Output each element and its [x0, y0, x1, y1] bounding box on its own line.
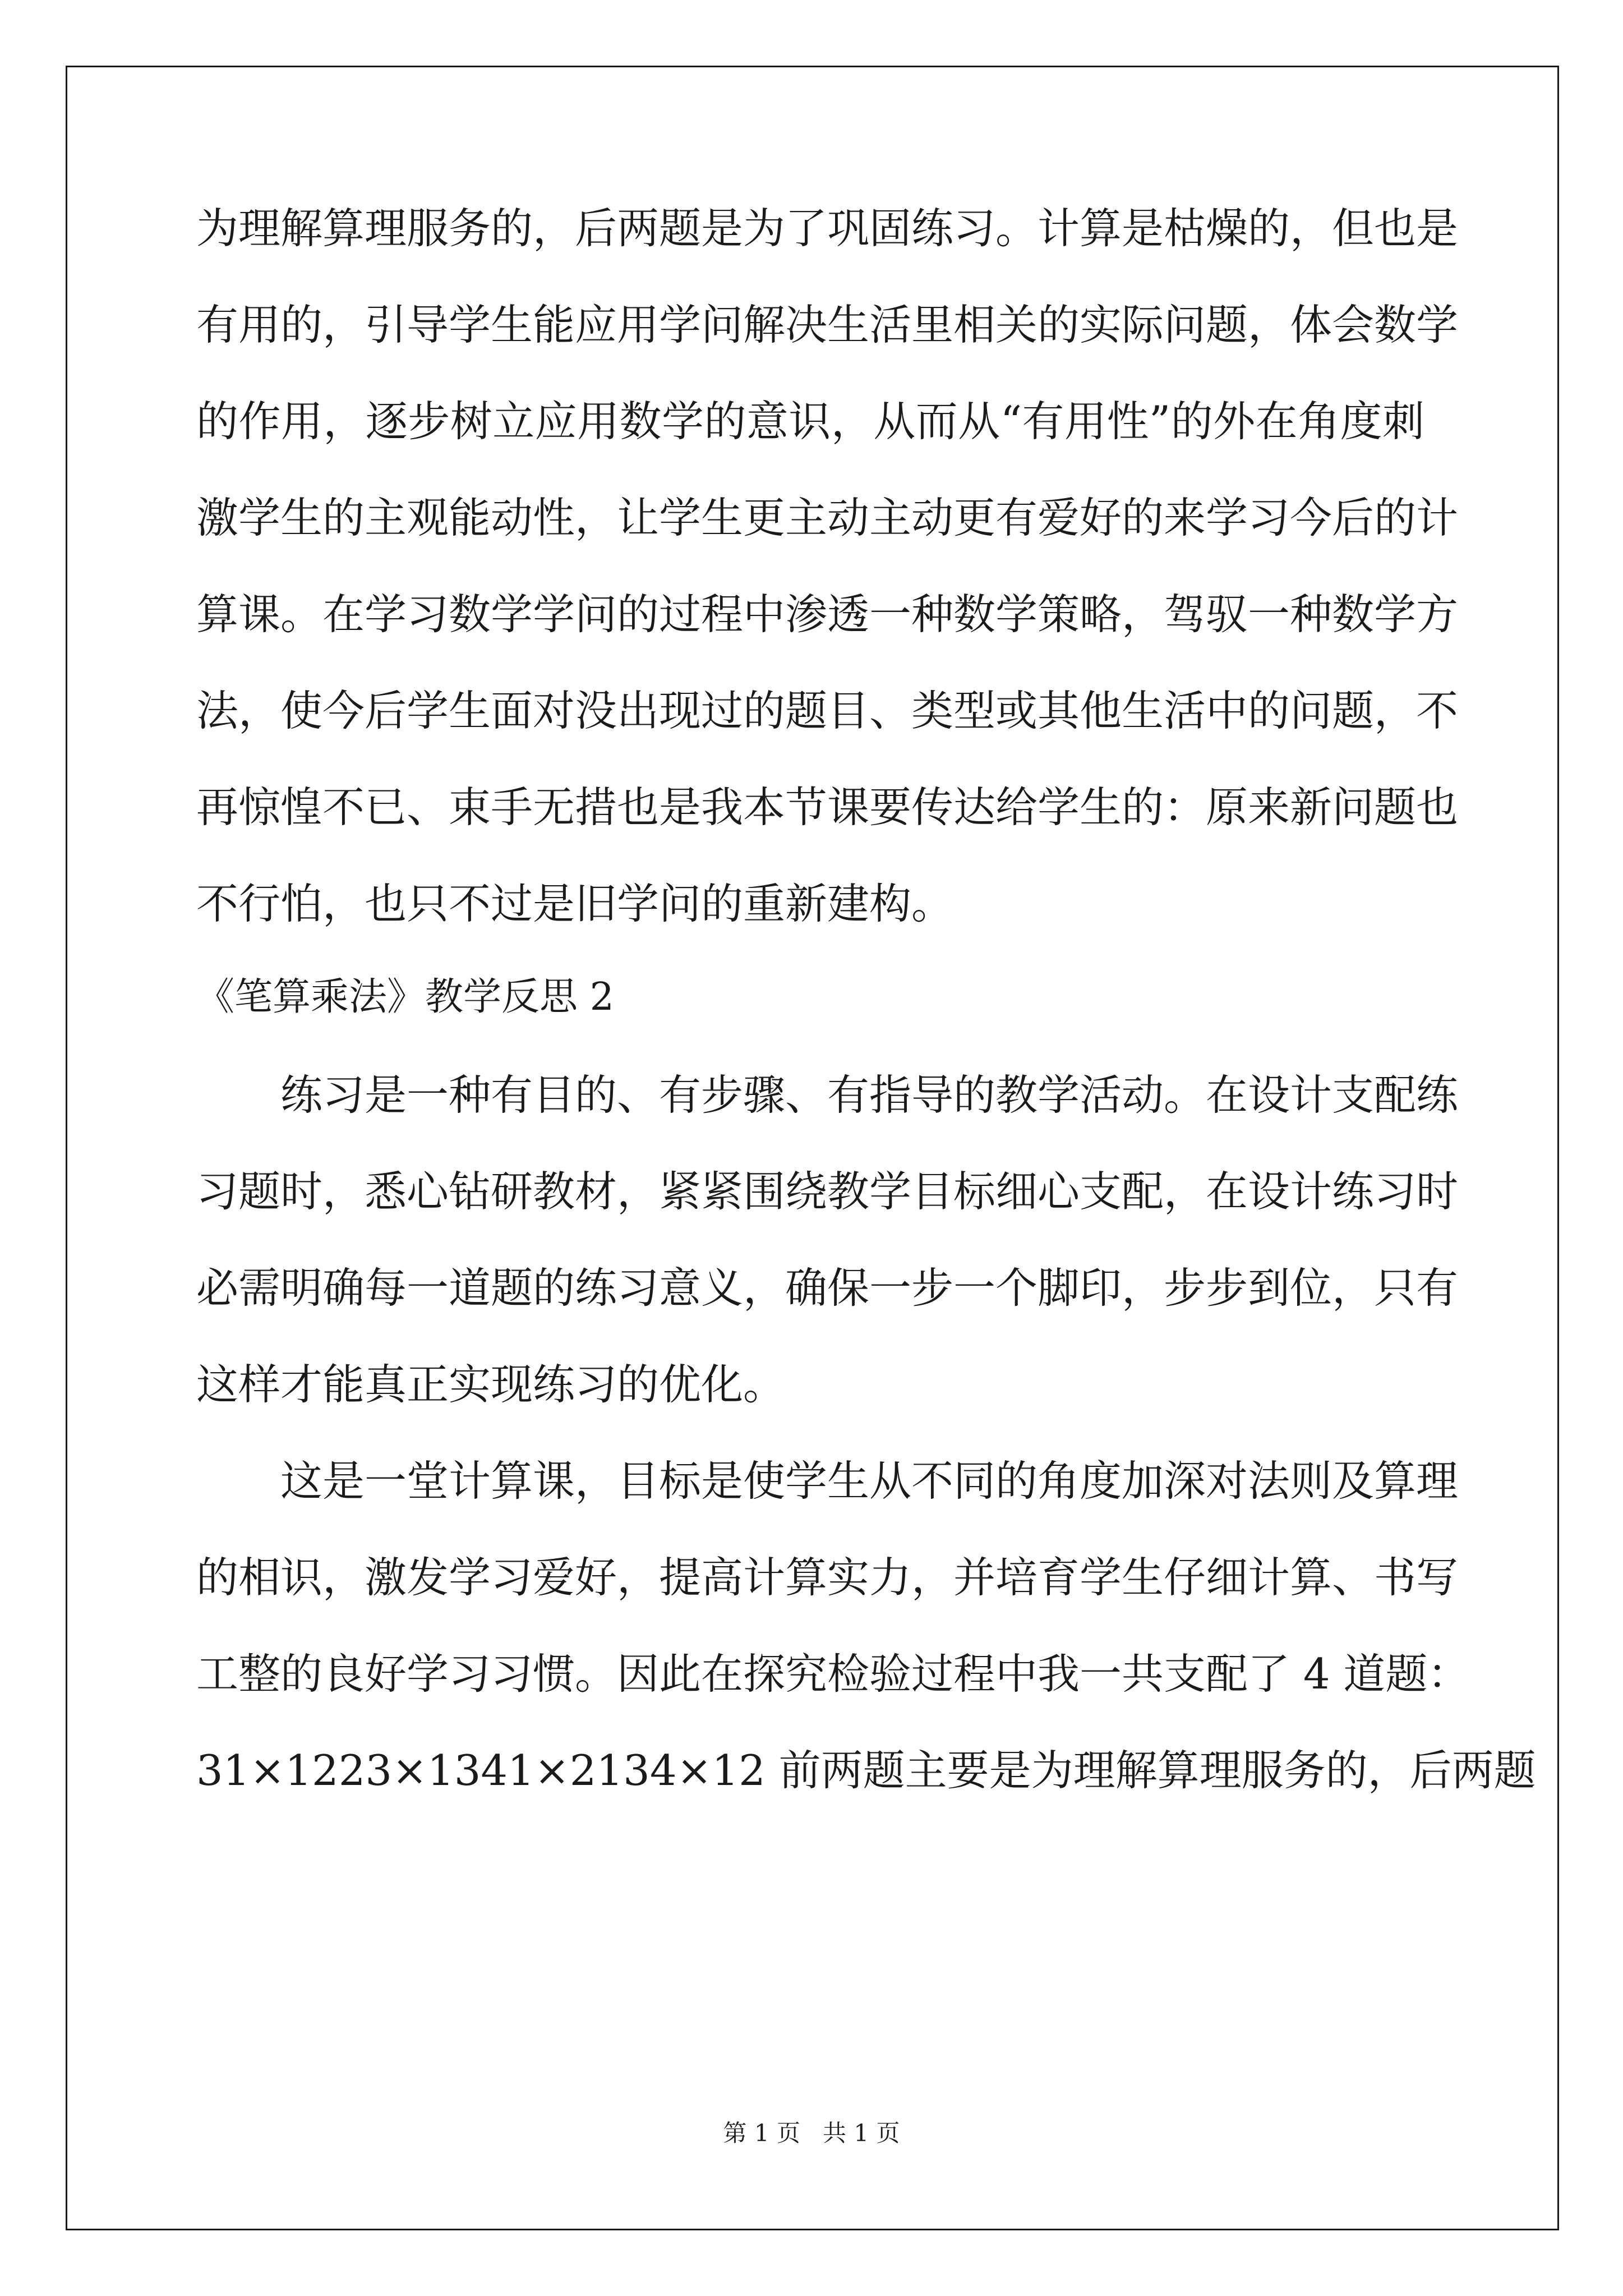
text-line: 法，使今后学生面对没出现过的题目、类型或其他生活中的问题，不	[196, 686, 1459, 735]
text-line: 这样才能真正实现练习的优化。	[196, 1360, 786, 1409]
text-line: 31×1223×1341×2134×12 前两题主要是为理解算理服务的，后两题	[196, 1746, 1536, 1795]
text-line: 为理解算理服务的，后两题是为了巩固练习。计算是枯燥的，但也是	[196, 204, 1459, 253]
page-footer: 第 1 页 共 1 页	[723, 2119, 900, 2147]
text-line: 激学生的主观能动性，让学生更主动主动更有爱好的来学习今后的计	[196, 493, 1459, 542]
text-line: 必需明确每一道题的练习意义，确保一步一个脚印，步步到位，只有	[196, 1263, 1459, 1313]
text-line: 的相识，激发学习爱好，提高计算实力，并培育学生仔细计算、书写	[196, 1553, 1459, 1602]
paragraph-first-line: 这是一堂计算课，目标是使学生从不同的角度加深对法则及算理	[280, 1456, 1459, 1506]
text-line: 算课。在学习数学学问的过程中渗透一种数学策略，驾驭一种数学方	[196, 590, 1459, 639]
paragraph-first-line: 练习是一种有目的、有步骤、有指导的教学活动。在设计支配练	[280, 1070, 1459, 1120]
text-line: 工整的良好学习习惯。因此在探究检验过程中我一共支配了 4 道题：	[196, 1649, 1470, 1699]
text-line: 不行怕，也只不过是旧学问的重新建构。	[196, 879, 954, 928]
section-heading: 《笔算乘法》教学反思 2	[196, 975, 614, 1019]
text-line: 再惊惶不已、束手无措也是我本节课要传达给学生的：原来新问题也	[196, 783, 1459, 832]
text-line: 有用的，引导学生能应用学问解决生活里相关的实际问题，体会数学	[196, 300, 1459, 349]
page-border	[66, 66, 1559, 2230]
text-line: 的作用，逐步树立应用数学的意识，从而从“有用性”的外在角度刺	[196, 397, 1424, 446]
text-line: 习题时，悉心钻研教材，紧紧围绕教学目标细心支配，在设计练习时	[196, 1167, 1459, 1216]
